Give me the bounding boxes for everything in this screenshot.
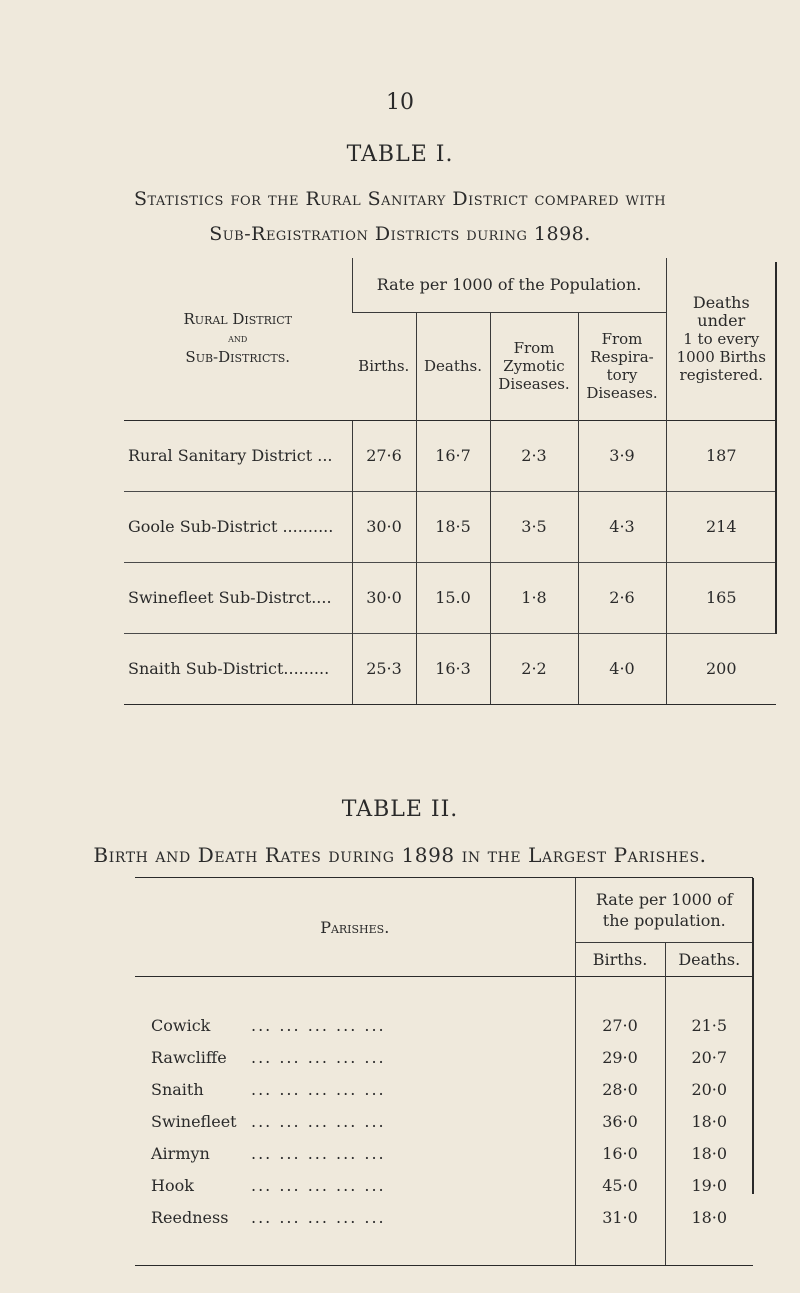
respiratory-header-line: Diseases. — [586, 384, 658, 402]
births-rate: 45·0 — [575, 1169, 665, 1201]
deaths-rate: 21·5 — [665, 1009, 753, 1041]
zymotic-rate: 1·8 — [490, 562, 578, 633]
deaths-rate: 18·5 — [416, 491, 490, 562]
table2-subtitle: Birth and Death Rates during 1898 in the Largest Parishes. — [93, 843, 707, 867]
births-rate: 27·0 — [575, 1009, 665, 1041]
parish-name: Hook — [151, 1175, 194, 1195]
stub-header-line: Rural District — [183, 310, 292, 329]
births-rate: 25·3 — [352, 633, 416, 704]
births-rate: 29·0 — [575, 1041, 665, 1073]
district-name: Swinefleet Sub-Distrct.... — [124, 562, 352, 633]
leader-dots: ... ... ... ... ... — [251, 1175, 386, 1195]
table-row — [124, 420, 776, 491]
respiratory-rate: 4·3 — [578, 491, 666, 562]
births-rate: 36·0 — [575, 1105, 665, 1137]
table-row — [135, 1137, 753, 1169]
parish-name: Reedness — [151, 1207, 229, 1227]
table1-subtitle-line2: Sub-Registration Districts during 1898. — [209, 223, 591, 245]
table1-right-border — [775, 262, 777, 634]
table2-right-border — [752, 878, 754, 1194]
table2-deaths-header: Deaths. — [665, 943, 753, 977]
parish-row-label — [135, 1169, 575, 1201]
table2-group-header — [575, 878, 753, 943]
table1 — [124, 258, 776, 705]
deaths-rate: 18·0 — [665, 1105, 753, 1137]
infant-header-line: 1 to every — [683, 329, 760, 348]
respiratory-header-line: Respira- — [590, 348, 654, 366]
leader-dots: ... ... ... ... ... — [251, 1015, 386, 1035]
births-rate: 31·0 — [575, 1201, 665, 1233]
infant-header-line: 1000 Births — [676, 347, 766, 366]
infant-header-line: Deaths under — [692, 292, 750, 330]
deaths-rate: 20·7 — [665, 1041, 753, 1073]
leader-dots: ... ... ... ... ... — [251, 1111, 386, 1131]
deaths-rate: 16·7 — [416, 420, 490, 491]
table1-group-header: Rate per 1000 of the Population. — [352, 258, 666, 312]
leader-dots: ... ... ... ... ... — [251, 1079, 386, 1099]
table-row — [135, 1169, 753, 1201]
parish-name: Cowick — [151, 1015, 211, 1035]
deaths-rate: 20·0 — [665, 1073, 753, 1105]
infant-deaths: 187 — [666, 420, 776, 491]
parish-name: Snaith — [151, 1079, 204, 1099]
respiratory-header-line: From — [601, 330, 643, 348]
table1-heading: TABLE I. — [346, 142, 454, 167]
parish-row-label — [135, 1105, 575, 1137]
table-row — [135, 1009, 753, 1041]
table-row — [124, 491, 776, 562]
parish-row-label — [135, 1137, 575, 1169]
respiratory-header-line: tory — [606, 366, 638, 384]
table1-stub-header — [124, 258, 352, 420]
parish-name: Airmyn — [151, 1143, 210, 1163]
deaths-rate: 19·0 — [665, 1169, 753, 1201]
table2-stub-header: Parishes. — [135, 878, 575, 977]
zymotic-header-line: Diseases. — [498, 375, 570, 393]
parish-row-label — [135, 1041, 575, 1073]
respiratory-rate: 4·0 — [578, 633, 666, 704]
deaths-rate: 18·0 — [665, 1201, 753, 1233]
page-number: 10 — [386, 90, 414, 115]
deaths-rate: 15.0 — [416, 562, 490, 633]
leader-dots: ... ... ... ... ... — [251, 1207, 386, 1227]
infant-deaths: 214 — [666, 491, 776, 562]
table-row — [135, 1201, 753, 1233]
deaths-rate: 16·3 — [416, 633, 490, 704]
table2 — [135, 877, 753, 1266]
births-rate: 28·0 — [575, 1073, 665, 1105]
respiratory-rate: 3·9 — [578, 420, 666, 491]
zymotic-header-line: From — [513, 339, 555, 357]
zymotic-rate: 2·2 — [490, 633, 578, 704]
births-rate: 27·6 — [352, 420, 416, 491]
births-rate: 30·0 — [352, 562, 416, 633]
deaths-rate: 18·0 — [665, 1137, 753, 1169]
table1-deaths-header: Deaths. — [416, 312, 490, 420]
leader-dots: ... ... ... ... ... — [251, 1047, 386, 1067]
parish-row-label — [135, 1201, 575, 1233]
district-name: Rural Sanitary District ... — [124, 420, 352, 491]
zymotic-rate: 2·3 — [490, 420, 578, 491]
respiratory-rate: 2·6 — [578, 562, 666, 633]
table-row — [124, 633, 776, 704]
group-header-line: the population. — [602, 911, 726, 930]
stub-header-line: Sub-Districts. — [185, 348, 291, 367]
table2-births-header: Births. — [575, 943, 665, 977]
parish-name: Swinefleet — [151, 1111, 237, 1131]
leader-dots: ... ... ... ... ... — [251, 1143, 386, 1163]
stub-header-line: and — [228, 331, 248, 346]
table1-subtitle-line1: Statistics for the Rural Sanitary District compared with — [133, 188, 667, 210]
infant-deaths: 200 — [666, 633, 776, 704]
table-row — [135, 1105, 753, 1137]
table-row — [135, 1041, 753, 1073]
births-rate: 16·0 — [575, 1137, 665, 1169]
table1-respiratory-header — [578, 312, 666, 420]
zymotic-header-line: Zymotic — [503, 357, 565, 375]
table2-heading: TABLE II. — [341, 797, 459, 822]
table1-zymotic-header — [490, 312, 578, 420]
table1-births-header: Births. — [352, 312, 416, 420]
district-name: Goole Sub-District .......... — [124, 491, 352, 562]
table-row — [124, 562, 776, 633]
parish-row-label — [135, 1009, 575, 1041]
parish-row-label — [135, 1073, 575, 1105]
infant-deaths: 165 — [666, 562, 776, 633]
infant-header-line: registered. — [679, 365, 763, 384]
group-header-line: Rate per 1000 of — [595, 890, 733, 909]
births-rate: 30·0 — [352, 491, 416, 562]
district-name: Snaith Sub-District......... — [124, 633, 352, 704]
parish-name: Rawcliffe — [151, 1047, 227, 1067]
table-row — [135, 1073, 753, 1105]
zymotic-rate: 3·5 — [490, 491, 578, 562]
table1-infant-header — [666, 258, 776, 420]
